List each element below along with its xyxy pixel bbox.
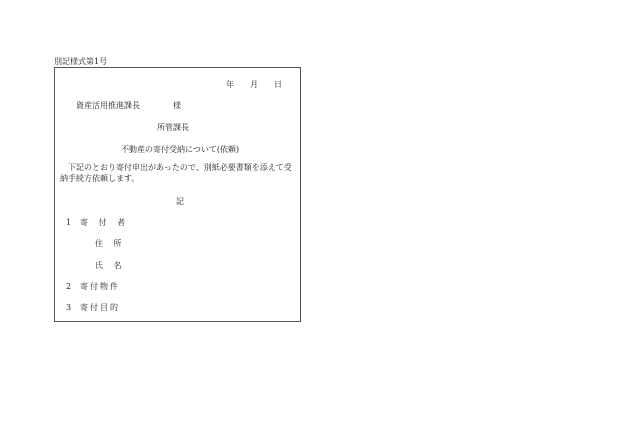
address-label: 住 所	[95, 239, 126, 248]
item-1-number: 1	[66, 218, 72, 227]
form-label: 別記様式第1号	[54, 57, 108, 66]
date-month: 月	[250, 80, 258, 89]
item-2-number: 2	[66, 282, 72, 291]
document-body: 下記のとおり寄付申出があったので、別紙必要書類を添えて受納手続方依頼します。	[60, 163, 292, 183]
name-label: 氏 名	[95, 261, 126, 270]
item-3-number: 3	[66, 303, 72, 312]
date-day: 日	[274, 80, 282, 89]
document-title: 不動産の寄付受納について(依頼)	[121, 145, 240, 154]
item-1-label: 寄 付 者	[80, 218, 130, 227]
item-3-label: 寄付目的	[80, 303, 120, 312]
ki-heading: 記	[176, 197, 184, 206]
addressee-title: 資産活用推進課長	[76, 101, 140, 110]
sender-title: 所管課長	[157, 123, 189, 132]
addressee-honorific: 様	[173, 101, 181, 110]
item-2-label: 寄付物件	[80, 282, 120, 291]
date-year: 年	[226, 80, 234, 89]
